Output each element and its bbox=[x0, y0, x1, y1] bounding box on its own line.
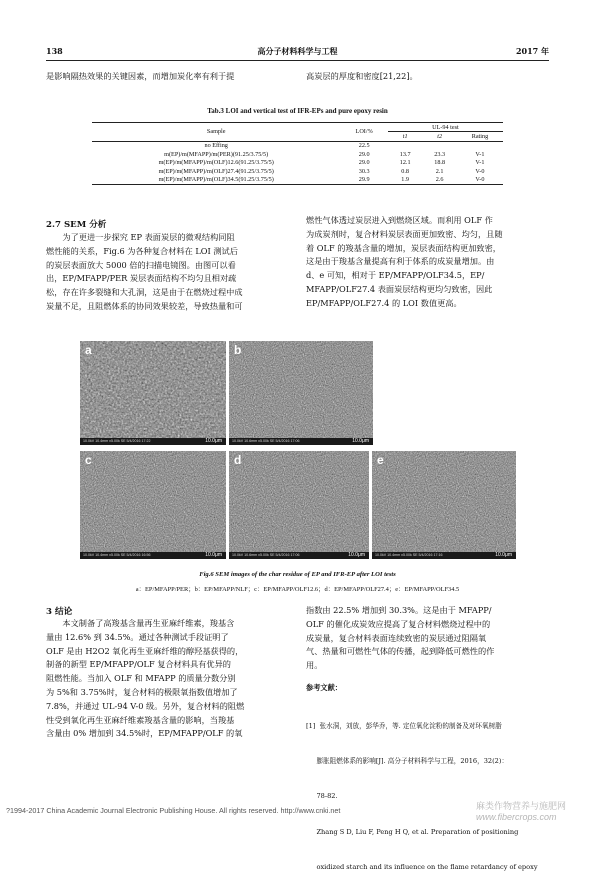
section-3-left bbox=[46, 617, 290, 741]
intro-right-text: 高炭层的厚度和密度[21,22]。 bbox=[306, 71, 418, 81]
reference-line: oxidized starch and its influence on the flame retardancy of epoxy bbox=[306, 863, 538, 872]
journal-name: 高分子材料科学与工程 bbox=[257, 46, 338, 56]
table3-rating: V-1 bbox=[475, 150, 485, 158]
table3-t2: 2.6 bbox=[435, 176, 444, 184]
paragraph-line: 本文制备了高羧基含量再生亚麻纤维素，羧基含 bbox=[62, 618, 235, 628]
sem-image-d bbox=[229, 451, 369, 559]
table3 bbox=[92, 122, 503, 185]
paragraph-line: 7.8%，并通过 UL-94 V-0 级。另外，复合材料的阻燃 bbox=[46, 700, 245, 711]
section-2-7-right bbox=[306, 214, 550, 311]
section-2-7-left bbox=[46, 231, 290, 314]
watermark-title: 麻类作物营养与施肥网 bbox=[476, 802, 567, 812]
paragraph-line: 为了更进一步探究 EP 表面炭层的微观结构同阻 bbox=[62, 232, 235, 242]
sem-image-b bbox=[229, 341, 373, 445]
paragraph-line: 指数由 22.5% 增加到 30.3%。这是由于 MFAPP/ bbox=[306, 605, 492, 615]
references-list bbox=[306, 697, 554, 886]
paragraph-line: 阻燃性能。当加入 OLF 和 MFAPP 的质量分数分别 bbox=[46, 673, 236, 684]
table3-rating: V-0 bbox=[475, 176, 485, 184]
table3-t2: 23.3 bbox=[434, 150, 446, 158]
sem-info-bar: 10.0kV 10.6mm x5.00k SE 5/4/2016 17:06 bbox=[229, 438, 373, 445]
table3-t2: 2.1 bbox=[435, 167, 444, 175]
scale-bar-label: 10.0μm bbox=[348, 552, 365, 558]
paragraph-line: 含量由 0% 增加到 34.5%时，EP/MFAPP/OLF 的氧 bbox=[46, 728, 243, 739]
table3-head-loi: LOI/% bbox=[340, 123, 388, 142]
table3-t2 bbox=[422, 141, 456, 150]
table-row bbox=[92, 159, 503, 167]
scale-bar-label: 10.0μm bbox=[205, 438, 222, 444]
table3-head-t1: t1 bbox=[402, 133, 408, 141]
copyright-footer: ?1994-2017 China Academic Journal Electronic Publishing House. All rights reserved. http://www.cnki.net bbox=[6, 806, 341, 815]
table3-sample: no Effing bbox=[204, 142, 228, 150]
sem-info-bar: 10.0kV 10.4mm x5.00k SE 5/4/2016 17:16 bbox=[372, 552, 516, 559]
table3-sample: m(EP)/m(MFAPP)/m(OLF)34.5(91.25/3.75/5) bbox=[158, 176, 274, 184]
table-row bbox=[92, 167, 503, 175]
references-heading: 参考文献： bbox=[306, 683, 342, 692]
sem-image-e bbox=[372, 451, 516, 559]
sem-info-bar: 10.0kV 10.4mm x5.00k SE 5/4/2016 16:56 bbox=[80, 552, 226, 559]
table3-t1: 1.9 bbox=[401, 176, 410, 184]
paragraph-line: OLF 是由 H2O2 氧化再生亚麻纤维的醇羟基获得的， bbox=[46, 645, 244, 656]
issue-year: 2017 年 bbox=[515, 46, 549, 56]
paragraph-line: 炭量不足，且阻燃体系的协同效果较差，导致热量和可 bbox=[46, 300, 243, 311]
section-3-right bbox=[306, 604, 550, 673]
paragraph-line: d、e 可知，相对于 EP/MFAPP/OLF34.5，EP/ bbox=[306, 270, 485, 281]
table3-title: Tab.3 LOI and vertical test of IFR-EPs and pure epoxy resin bbox=[207, 107, 388, 115]
paragraph-line: 量由 12.6% 到 34.5%。通过各种测试手段证明了 bbox=[46, 631, 229, 642]
table3-head-rating: Rating bbox=[471, 133, 489, 141]
reference-line: Zhang S D, Liu F, Peng H Q, et al. Preparation of positioning bbox=[306, 827, 519, 836]
reference-line: [1] 张水洞，刘放，彭华乔，等. 定位氧化淀粉的制备及对环氧树脂 bbox=[306, 721, 502, 730]
table3-head-sample: Sample bbox=[92, 123, 340, 142]
table3-rating: V-0 bbox=[475, 167, 485, 175]
paragraph-line: 出，EP/MFAPP/PER 炭层表面结构不均匀且相对疏 bbox=[46, 273, 237, 284]
panel-label: d bbox=[234, 453, 242, 467]
figure6-caption: Fig.6 SEM images of the char residue of EP and IFR-EP after LOI tests bbox=[199, 571, 396, 578]
table3-sample: m(EP)/m(MFAPP)/m(OLF)27.4(91.25/3.75/5) bbox=[158, 167, 274, 175]
table3-head-t2: t2 bbox=[437, 133, 443, 141]
table3-t1: 0.8 bbox=[401, 167, 410, 175]
table3-sample: m(EP)/m(MFAPP)/m(OLF)12.6(91.25/3.75/5) bbox=[158, 159, 274, 167]
paragraph-line: 制备的新型 EP/MFAPP/OLF 复合材料具有优异的 bbox=[46, 659, 231, 670]
paragraph-line: 松，存在许多裂缝和大孔洞，这是由于在燃烧过程中成 bbox=[46, 287, 243, 298]
paragraph-line: 为 5%和 3.75%时，复合材料的极限氧指数值增加了 bbox=[46, 686, 238, 697]
sem-image-c bbox=[80, 451, 226, 559]
paragraph-line: 燃性能的关系，Fig.6 为各种复合材料在 LOI 测试后 bbox=[46, 245, 238, 256]
table-row bbox=[92, 141, 503, 150]
reference-line: 膨胀阻燃体系的影响[J]. 高分子材料科学与工程，2016，32(2)： bbox=[306, 756, 509, 765]
paragraph-line: 这是由于羧基含量提高有利于体系的成炭量增加。由 bbox=[306, 256, 495, 267]
intro-left-text: 是影响隔热效果的关键因素，而增加炭化率有利于提 bbox=[46, 71, 235, 81]
paragraph-line: 燃性气体透过炭层进入到燃烧区域。而利用 OLF 作 bbox=[306, 215, 493, 225]
sem-info-bar: 10.0kV 10.6mm x5.00k SE 5/4/2016 17:06 bbox=[229, 552, 369, 559]
table-row bbox=[92, 175, 503, 184]
paragraph-line: MFAPP/OLF27.4 表面炭层结构更均匀致密，因此 bbox=[306, 283, 493, 294]
table3-rating: V-1 bbox=[475, 159, 485, 167]
table3-rating bbox=[457, 141, 503, 150]
panel-label: c bbox=[85, 453, 92, 467]
figure6-subcaption: a：EP/MFAPP/PER；b：EP/MFAPP/NLF；c：EP/MFAPP/OLF12.6；d：EP/MFAPP/OLF27.4；e：EP/MFAPP/OLF34.5 bbox=[135, 586, 460, 593]
page-number: 138 bbox=[46, 46, 63, 56]
paragraph-line: OLF 的催化成炭效应提高了复合材料燃烧过程中的 bbox=[306, 618, 491, 629]
table3-loi: 30.3 bbox=[358, 167, 370, 175]
table3-loi: 29.9 bbox=[358, 176, 370, 184]
table3-sample: m(EP)/m(MFAPP)/m(PER)(91.25/3.75/5) bbox=[164, 150, 269, 158]
section-3-heading: 3 结论 bbox=[46, 607, 73, 617]
watermark-url: www.fibercrops.com bbox=[476, 812, 557, 822]
section-2-7-heading: 2.7 SEM 分析 bbox=[46, 220, 107, 230]
panel-label: e bbox=[377, 453, 384, 467]
panel-label: b bbox=[234, 343, 242, 357]
paragraph-line: 性受到氧化再生亚麻纤维素羧基含量的影响，当羧基 bbox=[46, 714, 235, 725]
scale-bar-label: 10.0μm bbox=[205, 552, 222, 558]
table3-loi: 22.5 bbox=[358, 142, 370, 150]
table3-t2: 18.8 bbox=[434, 159, 446, 167]
paragraph-line: 着 OLF 的羧基含量的增加，炭层表面结构更加致密， bbox=[306, 242, 501, 253]
table3-t1 bbox=[388, 141, 422, 150]
paragraph-line: 的炭层表面放大 5000 倍的扫描电镜图。由图可以看 bbox=[46, 259, 236, 270]
scale-bar-label: 10.0μm bbox=[495, 552, 512, 558]
table3-loi: 29.0 bbox=[358, 159, 370, 167]
scale-bar-label: 10.0μm bbox=[352, 438, 369, 444]
paragraph-line: EP/MFAPP/OLF27.4 的 LOI 数值更高。 bbox=[306, 297, 462, 308]
header-rule bbox=[46, 60, 549, 61]
paragraph-line: 为成炭剂时，复合材料炭层表面更加致密、均匀，且随 bbox=[306, 228, 503, 239]
panel-label: a bbox=[85, 343, 92, 357]
sem-info-bar: 10.0kV 10.4mm x5.00k SE 5/4/2016 17:22 bbox=[80, 438, 226, 445]
sem-image-a bbox=[80, 341, 226, 445]
table-row bbox=[92, 150, 503, 158]
paragraph-line: 用。 bbox=[306, 660, 323, 671]
table3-head-ul94: UL-94 test bbox=[388, 123, 503, 132]
paragraph-line: 成炭量，复合材料表面连续致密的炭层通过阻隔氧 bbox=[306, 632, 487, 643]
table3-t1: 12.1 bbox=[399, 159, 411, 167]
table3-t1: 13.7 bbox=[399, 150, 411, 158]
paragraph-line: 气、热量和可燃性气体的传播，起到降低可燃性的作 bbox=[306, 646, 495, 657]
table3-loi: 29.0 bbox=[358, 150, 370, 158]
reference-line: 78-82. bbox=[306, 792, 338, 801]
